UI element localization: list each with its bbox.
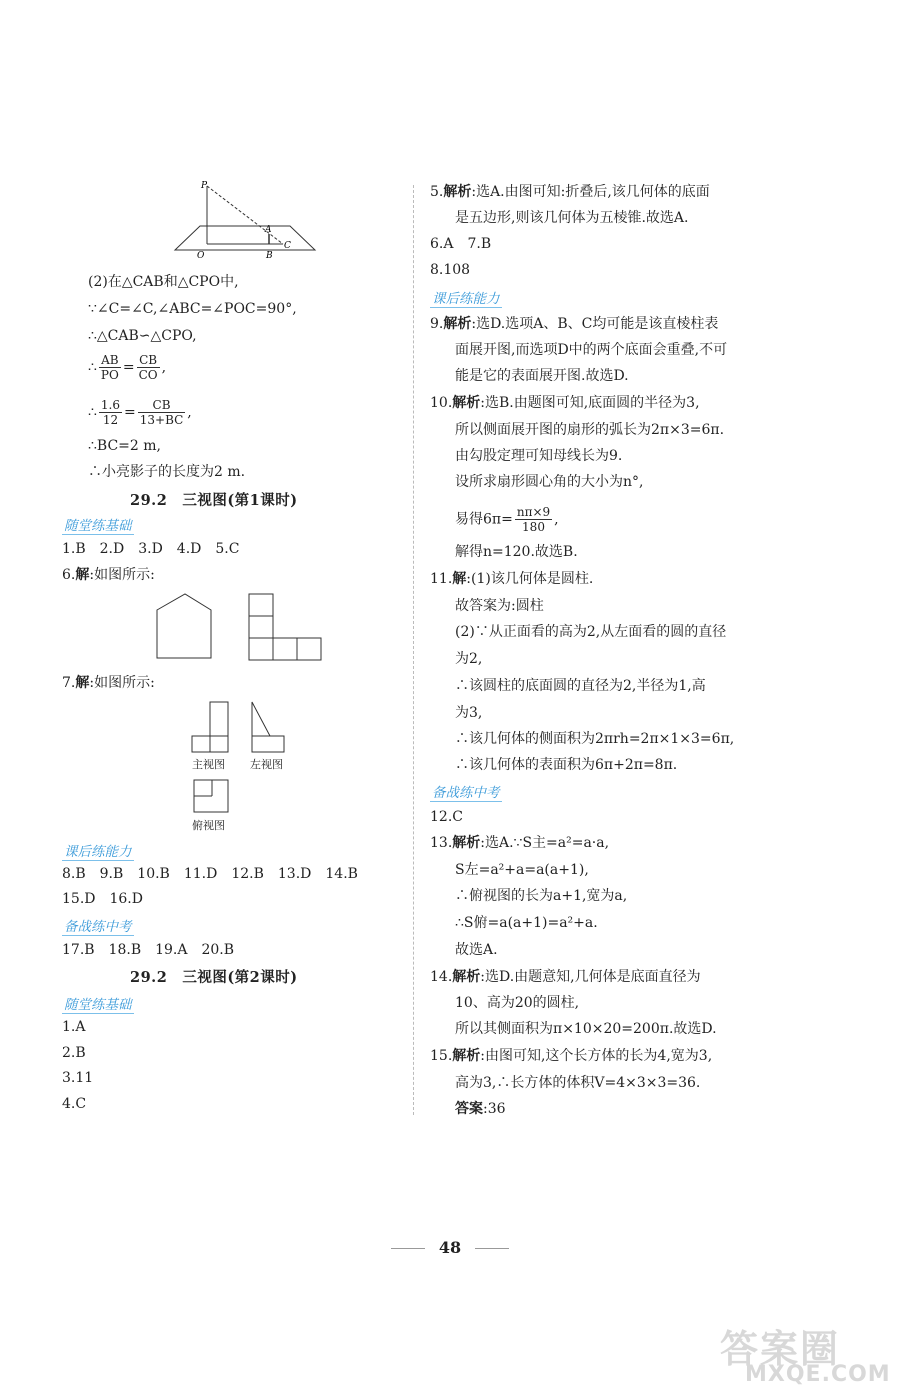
question-6: 6.解:如图所示:: [62, 567, 155, 583]
q10-line-a: 10.解析:选B.由题图可知,底面圆的半径为3,: [430, 395, 700, 411]
q10-line-c: 由勾股定理可知母线长为9.: [455, 448, 623, 464]
watermark-logo: 答案圈: [720, 1327, 841, 1371]
q11-line-f: 为3,: [455, 705, 483, 721]
q10-line-d: 设所求扇形圆心角的大小为n°,: [455, 474, 644, 490]
q15-line-a: 15.解析:由图可知,这个长方体的长为4,宽为3,: [430, 1048, 713, 1064]
column-divider: [413, 185, 414, 1115]
q10-line-e: 易得6π= $\frac{n\pi\times 9}{180}$ ,: [455, 505, 559, 534]
q11-line-g: ∴该几何体的侧面积为2πrh=2π×1×3=6π,: [455, 731, 735, 747]
label-left-view: 左视图: [250, 758, 283, 771]
label-A: A: [265, 225, 272, 235]
answer-2: 2.B: [62, 1045, 86, 1061]
q5-line-a: 5.解析:选A.由图可知:折叠后,该几何体的底面: [430, 184, 710, 200]
proof-line-6: ∴BC=2 m,: [88, 438, 161, 454]
proof-line-2: ∵∠C=∠C,∠ABC=∠POC=90°,: [88, 301, 297, 317]
q10-line-f: 解得n=120.故选B.: [455, 544, 578, 560]
answer-4: 4.C: [62, 1096, 87, 1112]
q5-line-b: 是五边形,则该几何体为五棱锥.故选A.: [455, 210, 689, 226]
q14-line-c: 所以其侧面积为π×10×20=200π.故选D.: [455, 1021, 717, 1037]
section-tag-3: 备战练中考: [62, 915, 134, 936]
section-tag-4: 随堂练基础: [62, 993, 134, 1014]
section-title-2: 29.2 三视图(第2课时): [130, 969, 298, 986]
q13-line-a: 13.解析:选A.∵S主=a²=a·a,: [430, 835, 610, 851]
q11-line-b: 故答案为:圆柱: [455, 598, 544, 614]
q13-line-e: 故选A.: [455, 942, 498, 958]
q14-line-b: 10、高为20的圆柱,: [455, 995, 580, 1011]
proof-line-4: ∴ $\frac{AB}{PO}$ = $\frac{CB}{CO}$ ,: [88, 353, 167, 382]
proof-line-5: ∴ $\frac{1.6}{12}$ = $\frac{CB}{13+BC}$ ,: [88, 398, 192, 427]
answers-15-16: 15.D 16.D: [62, 891, 143, 907]
answers-17-20: 17.B 18.B 19.A 20.B: [62, 942, 235, 958]
answers-6-7: 6.A 7.B: [430, 236, 492, 252]
fraction-ab-po: $\frac{AB}{PO}$: [100, 353, 119, 382]
q10-line-b: 所以侧面展开图的扇形的弧长为2π×3=6π.: [455, 422, 725, 438]
q11-line-h: ∴该几何体的表面积为6π+2π=8π.: [455, 757, 678, 773]
proof-line-3: ∴△CAB∽△CPO,: [88, 328, 197, 344]
q11-line-c: (2)∵从正面看的高为2,从左面看的圆的直径: [455, 624, 727, 640]
q13-line-d: ∴S俯=a(a+1)=a²+a.: [455, 915, 598, 931]
proof-line-1: (2)在△CAB和△CPO中,: [88, 274, 239, 290]
section-tag-right-1: 课后练能力: [430, 287, 502, 308]
shadow-diagram: [165, 178, 325, 263]
q9-line-c: 能是它的表面展开图.故选D.: [455, 368, 629, 384]
q11-line-d: 为2,: [455, 651, 483, 667]
section-tag-1: 随堂练基础: [62, 514, 134, 535]
answer-3: 3.11: [62, 1070, 94, 1086]
proof-line-7: ∴小亮影子的长度为2 m.: [88, 464, 246, 480]
label-front-view: 主视图: [192, 758, 225, 771]
q11-line-e: ∴该圆柱的底面圆的直径为2,半径为1,高: [455, 678, 706, 694]
q13-line-c: ∴俯视图的长为a+1,宽为a,: [455, 888, 628, 904]
question-7: 7.解:如图所示:: [62, 675, 155, 691]
answers-1-5: 1.B 2.D 3.D 4.D 5.C: [62, 541, 240, 557]
answer-12: 12.C: [430, 809, 463, 825]
label-P: P: [201, 181, 208, 191]
watermark-url: MXQE.COM: [745, 1362, 891, 1387]
q15-line-c: 答案:36: [455, 1101, 506, 1117]
fraction-cb-co: $\frac{CB}{CO}$: [138, 353, 158, 382]
fraction-sector: $\frac{n\pi\times 9}{180}$: [516, 505, 551, 534]
q11-line-a: 11.解:(1)该几何体是圆柱.: [430, 571, 594, 587]
section-title-1: 29.2 三视图(第1课时): [130, 492, 298, 509]
label-B: B: [266, 251, 273, 261]
answers-8-14: 8.B 9.B 10.B 11.D 12.B 13.D 14.B: [62, 866, 358, 882]
label-top-view: 俯视图: [192, 819, 225, 832]
label-O: O: [197, 251, 205, 261]
answer-8: 8.108: [430, 262, 471, 278]
section-tag-right-2: 备战练中考: [430, 781, 502, 802]
fraction-cb-13bc: $\frac{CB}{13+BC}$: [139, 398, 184, 427]
fraction-16-12: $\frac{1.6}{12}$: [100, 398, 121, 427]
q13-line-b: S左=a²+a=a(a+1),: [455, 862, 589, 878]
label-C: C: [284, 241, 291, 251]
q9-line-a: 9.解析:选D.选项A、B、C均可能是该直棱柱表: [430, 316, 719, 332]
answer-1: 1.A: [62, 1019, 86, 1035]
q6-views-figure: [155, 592, 325, 664]
q9-line-b: 面展开图,而选项D中的两个底面会重叠,不可: [455, 342, 728, 358]
section-tag-2: 课后练能力: [62, 840, 134, 861]
q15-line-b: 高为3,∴长方体的体积V=4×3×3=36.: [455, 1075, 701, 1091]
q14-line-a: 14.解析:选D.由题意知,几何体是底面直径为: [430, 969, 701, 985]
page-number: 48: [0, 1238, 900, 1257]
